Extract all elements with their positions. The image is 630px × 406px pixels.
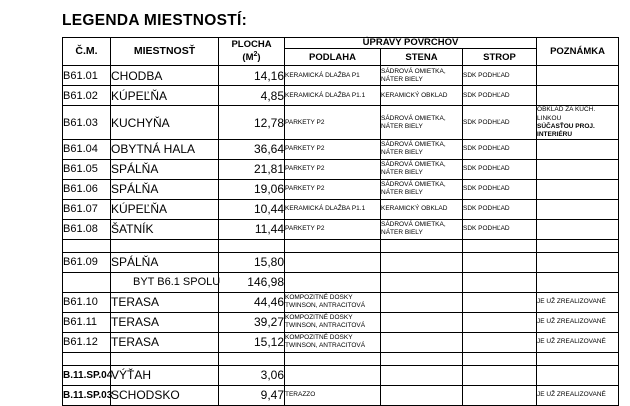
spacer-cell <box>219 239 285 252</box>
cell-area: 4,85 <box>219 86 285 106</box>
header-floor: PODLAHA <box>285 49 381 66</box>
header-surface-group: ÚPRAVY POVRCHOV <box>285 38 537 49</box>
cell-floor-finish: PARKETY P2 <box>285 159 381 179</box>
cell-ceiling-finish: SDK PODHĽAD <box>463 219 537 239</box>
page-title: LEGENDA MIESTNOSTÍ: <box>62 12 248 29</box>
cell-wall-finish: SÁDROVÁ OMIETKA, NÁTER BIELY <box>381 66 463 86</box>
cell-ceiling-finish: SDK PODHĽAD <box>463 179 537 199</box>
table-row <box>63 385 619 405</box>
spacer-cell <box>537 352 619 365</box>
cell-note <box>537 179 619 199</box>
cell-room-name: CHODBA <box>111 66 219 86</box>
cell-room-code: B.11.SP.04 <box>63 365 111 385</box>
cell-room-name: SPÁLŇA <box>111 179 219 199</box>
cell-wall-finish <box>381 312 463 332</box>
cell-area: 146,98 <box>219 272 285 292</box>
cell-ceiling-finish <box>463 272 537 292</box>
table-row <box>63 272 619 292</box>
cell-note: JE UŽ ZREALIZOVANÉ <box>537 332 619 352</box>
cell-ceiling-finish: SDK PODHĽAD <box>463 66 537 86</box>
table-spacer-row <box>63 352 619 365</box>
header-note: POZNÁMKA <box>537 38 619 66</box>
cell-room-code: B61.09 <box>63 252 111 272</box>
cell-room-name: BYT B6.1 SPOLU <box>111 272 219 292</box>
cell-floor-finish: KOMPOZITNÉ DOSKY TWINSON, ANTRACITOVÁ <box>285 292 381 312</box>
cell-note <box>537 219 619 239</box>
cell-floor-finish: PARKETY P2 <box>285 106 381 140</box>
cell-area: 11,44 <box>219 219 285 239</box>
cell-floor-finish: KOMPOZITNÉ DOSKY TWINSON, ANTRACITOVÁ <box>285 312 381 332</box>
spacer-cell <box>285 239 381 252</box>
cell-wall-finish: KERAMICKÝ OBKLAD <box>381 199 463 219</box>
cell-wall-finish: SÁDROVÁ OMIETKA, NÁTER BIELY <box>381 179 463 199</box>
header-ceiling: STROP <box>463 49 537 66</box>
cell-room-code: B61.05 <box>63 159 111 179</box>
cell-room-name: SCHODSKO <box>111 385 219 405</box>
table-header <box>63 38 619 66</box>
cell-ceiling-finish: SDK PODHĽAD <box>463 139 537 159</box>
table-row <box>63 159 619 179</box>
cell-ceiling-finish: SDK PODHĽAD <box>463 86 537 106</box>
room-legend-table <box>62 37 619 406</box>
cell-room-code: B61.03 <box>63 106 111 140</box>
cell-room-name: KÚPEĽŇA <box>111 199 219 219</box>
table-row <box>63 312 619 332</box>
cell-room-name: VÝŤAH <box>111 365 219 385</box>
cell-room-code: B.11.SP.03 <box>63 385 111 405</box>
cell-note <box>537 199 619 219</box>
cell-room-name: ŠATNÍK <box>111 219 219 239</box>
cell-wall-finish <box>381 272 463 292</box>
cell-room-code: B61.06 <box>63 179 111 199</box>
cell-area: 10,44 <box>219 199 285 219</box>
cell-ceiling-finish: SDK PODHĽAD <box>463 106 537 140</box>
cell-room-name: KUCHYŇA <box>111 106 219 140</box>
cell-area: 44,46 <box>219 292 285 312</box>
cell-ceiling-finish <box>463 365 537 385</box>
spacer-cell <box>111 239 219 252</box>
cell-room-code <box>63 272 111 292</box>
cell-area: 15,12 <box>219 332 285 352</box>
cell-room-code: B61.04 <box>63 139 111 159</box>
table-row <box>63 365 619 385</box>
cell-floor-finish: KERAMICKÁ DLAŽBA P1.1 <box>285 199 381 219</box>
cell-note <box>537 66 619 86</box>
cell-wall-finish <box>381 332 463 352</box>
cell-note: JE UŽ ZREALIZOVANÉ <box>537 385 619 405</box>
header-wall: STENA <box>381 49 463 66</box>
cell-room-code: B61.11 <box>63 312 111 332</box>
table-spacer-row <box>63 239 619 252</box>
cell-note: OBKLAD ZA KUCH. LINKOU SÚČASŤOU PROJ. INTERIÉRU <box>537 106 619 140</box>
cell-note <box>537 252 619 272</box>
header-area-label: PLOCHA <box>231 39 272 51</box>
cell-ceiling-finish <box>463 332 537 352</box>
cell-area: 36,64 <box>219 139 285 159</box>
cell-note <box>537 86 619 106</box>
spacer-cell <box>537 239 619 252</box>
cell-note: JE UŽ ZREALIZOVANÉ <box>537 292 619 312</box>
cell-floor-finish <box>285 365 381 385</box>
cell-room-code: B61.08 <box>63 219 111 239</box>
cell-room-name: SPÁLŇA <box>111 252 219 272</box>
cell-room-name: TERASA <box>111 292 219 312</box>
table-row <box>63 86 619 106</box>
spacer-cell <box>63 352 111 365</box>
cell-room-name: KÚPEĽŇA <box>111 86 219 106</box>
cell-floor-finish: KERAMICKÁ DLAŽBA P1.1 <box>285 86 381 106</box>
cell-note <box>537 159 619 179</box>
cell-wall-finish: KERAMICKÝ OBKLAD <box>381 86 463 106</box>
cell-ceiling-finish <box>463 292 537 312</box>
table-body <box>63 66 619 406</box>
cell-area: 14,16 <box>219 66 285 86</box>
cell-floor-finish <box>285 252 381 272</box>
cell-floor-finish: PARKETY P2 <box>285 179 381 199</box>
cell-area: 19,06 <box>219 179 285 199</box>
cell-note <box>537 272 619 292</box>
table-row <box>63 292 619 312</box>
cell-note <box>537 139 619 159</box>
header-area-unit: $(M^2)$ <box>242 50 261 63</box>
cell-room-name: OBYTNÁ HALA <box>111 139 219 159</box>
spacer-cell <box>463 239 537 252</box>
cell-wall-finish <box>381 292 463 312</box>
cell-ceiling-finish: SDK PODHĽAD <box>463 159 537 179</box>
table-row <box>63 66 619 86</box>
cell-wall-finish: SÁDROVÁ OMIETKA, NÁTER BIELY <box>381 139 463 159</box>
cell-area: 15,80 <box>219 252 285 272</box>
cell-floor-finish: TERAZZO <box>285 385 381 405</box>
header-room: MIESTNOSŤ <box>111 38 219 66</box>
cell-floor-finish: PARKETY P2 <box>285 219 381 239</box>
spacer-cell <box>381 352 463 365</box>
cell-wall-finish: SÁDROVÁ OMIETKA, NÁTER BIELY <box>381 106 463 140</box>
cell-ceiling-finish: SDK PODHĽAD <box>463 199 537 219</box>
cell-area: 39,27 <box>219 312 285 332</box>
cell-wall-finish <box>381 385 463 405</box>
table-row <box>63 219 619 239</box>
spacer-cell <box>285 352 381 365</box>
spacer-cell <box>219 352 285 365</box>
table-row <box>63 252 619 272</box>
cell-ceiling-finish <box>463 252 537 272</box>
cell-ceiling-finish <box>463 385 537 405</box>
spacer-cell <box>381 239 463 252</box>
table-row <box>63 199 619 219</box>
header-area <box>219 38 285 66</box>
cell-ceiling-finish <box>463 312 537 332</box>
cell-room-code: B61.07 <box>63 199 111 219</box>
cell-wall-finish <box>381 252 463 272</box>
table-row <box>63 332 619 352</box>
cell-room-code: B61.10 <box>63 292 111 312</box>
cell-wall-finish: SÁDROVÁ OMIETKA, NÁTER BIELY <box>381 219 463 239</box>
cell-floor-finish: KOMPOZITNÉ DOSKY TWINSON, ANTRACITOVÁ <box>285 332 381 352</box>
cell-room-name: SPÁLŇA <box>111 159 219 179</box>
cell-area: 9,47 <box>219 385 285 405</box>
cell-room-code: B61.01 <box>63 66 111 86</box>
table-row <box>63 179 619 199</box>
cell-note <box>537 365 619 385</box>
table-row <box>63 106 619 140</box>
cell-area: 3,06 <box>219 365 285 385</box>
cell-wall-finish <box>381 365 463 385</box>
cell-floor-finish <box>285 272 381 292</box>
cell-room-name: TERASA <box>111 312 219 332</box>
header-cm: Č.M. <box>63 38 111 66</box>
cell-area: 12,78 <box>219 106 285 140</box>
spacer-cell <box>63 239 111 252</box>
cell-room-name: TERASA <box>111 332 219 352</box>
cell-room-code: B61.12 <box>63 332 111 352</box>
cell-area: 21,81 <box>219 159 285 179</box>
cell-note: JE UŽ ZREALIZOVANÉ <box>537 312 619 332</box>
cell-wall-finish: SÁDROVÁ OMIETKA, NÁTER BIELY <box>381 159 463 179</box>
spacer-cell <box>111 352 219 365</box>
cell-floor-finish: PARKETY P2 <box>285 139 381 159</box>
table-row <box>63 139 619 159</box>
cell-room-code: B61.02 <box>63 86 111 106</box>
spacer-cell <box>463 352 537 365</box>
cell-floor-finish: KERAMICKÁ DLAŽBA P1 <box>285 66 381 86</box>
